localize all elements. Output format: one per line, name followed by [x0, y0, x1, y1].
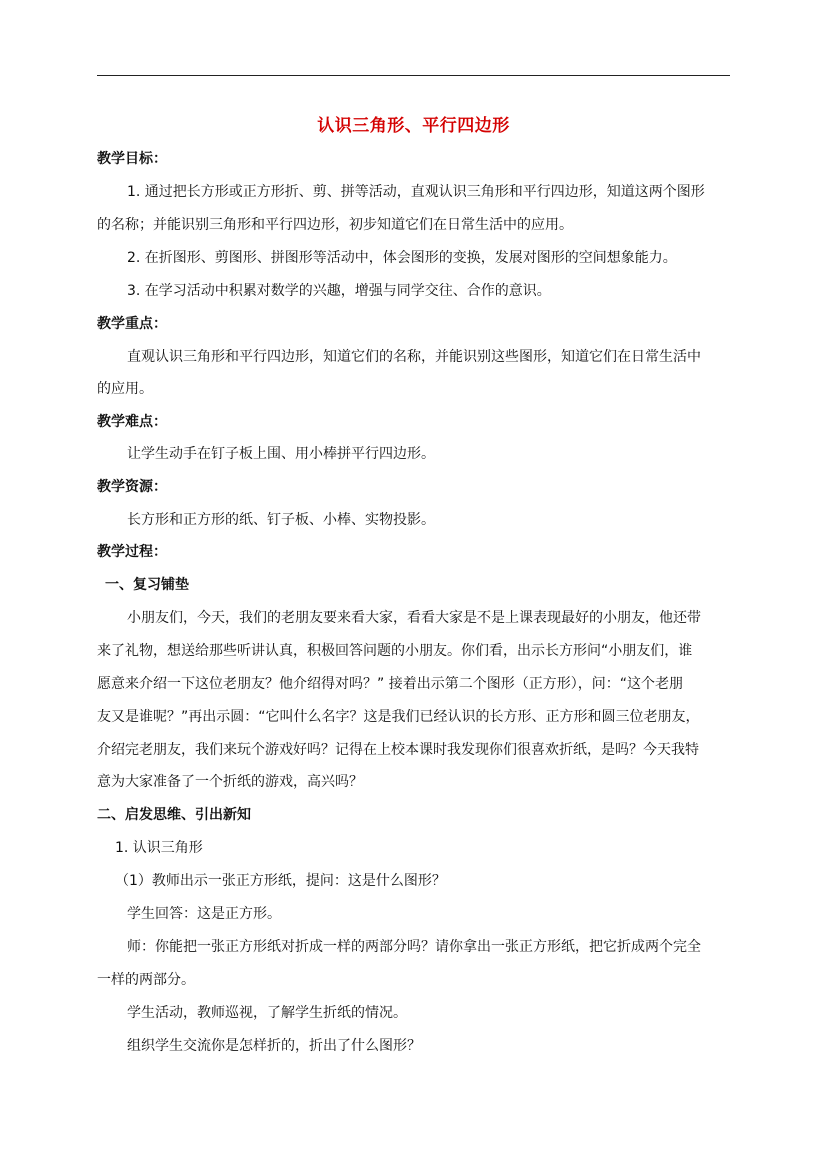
paragraph-line: 1. 通过把长方形或正方形折、剪、拼等活动，直观认识三角形和平行四边形，知道这两个图形	[127, 184, 705, 200]
paragraph-line: 2. 在折图形、剪图形、拼图形等活动中，体会图形的变换，发展对图形的空间想象能力。	[127, 250, 677, 266]
paragraph-line: 的应用。	[97, 381, 153, 397]
paragraph-line: 让学生动手在钉子板上围、用小棒拼平行四边形。	[127, 446, 435, 462]
header-rule	[97, 75, 730, 76]
paragraph-line: 学生活动，教师巡视，了解学生折纸的情况。	[127, 1005, 407, 1021]
heading-objectives: 教学目标：	[97, 151, 167, 167]
paragraph-line: 友又是谁呢？”再出示圆：“它叫什么名字？这是我们已经认识的长方形、正方形和圆三位老朋友，	[97, 709, 700, 725]
document-title: 认识三角形、平行四边形	[317, 116, 510, 136]
heading-difficulties: 教学难点：	[97, 414, 167, 430]
section-heading-review: 一、复习铺垫	[105, 577, 189, 593]
paragraph-line: 一样的两部分。	[97, 972, 195, 988]
paragraph-line: 师：你能把一张正方形纸对折成一样的两部分吗？请你拿出一张正方形纸，把它折成两个完全	[127, 939, 701, 955]
paragraph-line: 直观认识三角形和平行四边形，知道它们的名称，并能识别这些图形，知道它们在日常生活中	[127, 349, 701, 365]
section-heading-new-knowledge: 二、启发思维、引出新知	[97, 807, 251, 823]
paragraph-line: （1）教师出示一张正方形纸，提问：这是什么图形？	[115, 873, 446, 889]
paragraph-line: 长方形和正方形的纸、钉子板、小棒、实物投影。	[127, 512, 435, 528]
heading-resources: 教学资源：	[97, 479, 167, 495]
paragraph-line: 学生回答：这是正方形。	[127, 906, 281, 922]
paragraph-line: 来了礼物，想送给那些听讲认真，积极回答问题的小朋友。你们看，出示长方形问“小朋友们，谁	[97, 643, 693, 659]
paragraph-line: 小朋友们，今天，我们的老朋友要来看大家，看看大家是不是上课表现最好的小朋友，他还带	[127, 610, 701, 626]
paragraph-line: 1. 认识三角形	[115, 840, 203, 856]
paragraph-line: 意为大家准备了一个折纸的游戏，高兴吗？	[97, 774, 363, 790]
paragraph-line: 介绍完老朋友，我们来玩个游戏好吗？记得在上校本课时我发现你们很喜欢折纸，是吗？今天我特	[97, 742, 699, 758]
paragraph-line: 组织学生交流你是怎样折的，折出了什么图形？	[127, 1038, 421, 1054]
heading-process: 教学过程：	[97, 544, 167, 560]
heading-key-points: 教学重点：	[97, 316, 167, 332]
paragraph-line: 愿意来介绍一下这位老朋友？他介绍得对吗？” 接着出示第二个图形（正方形），问：“这个老朋	[97, 676, 683, 692]
paragraph-line: 3. 在学习活动中积累对数学的兴趣，增强与同学交往、合作的意识。	[127, 283, 551, 299]
paragraph-line: 的名称；并能识别三角形和平行四边形，初步知道它们在日常生活中的应用。	[97, 217, 573, 233]
